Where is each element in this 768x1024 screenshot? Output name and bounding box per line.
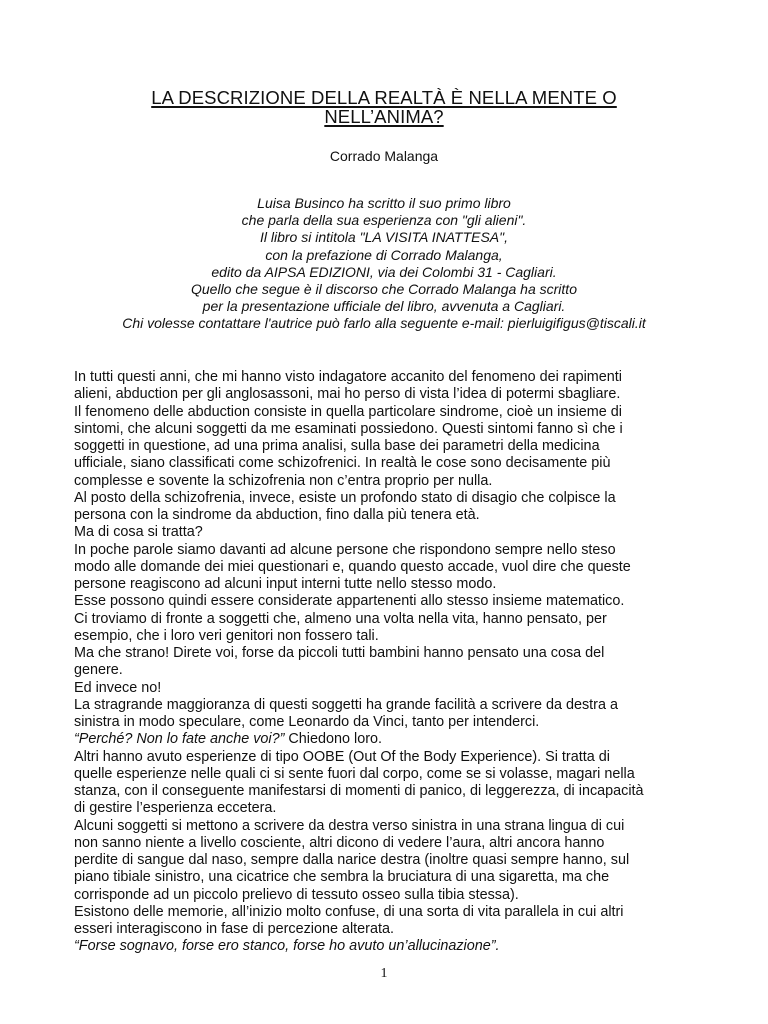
- body-line: stanza, con il conseguente manifestarsi di momenti di panico, di leggerezza, di incapacità: [74, 783, 644, 799]
- intro-line: per la presentazione ufficiale del libro, avvenuta a Cagliari.: [202, 298, 566, 315]
- body-line: genere.: [74, 662, 123, 679]
- title-line-2: NELL’ANIMA?: [324, 106, 444, 127]
- body-line: piano tibiale sinistro, una cicatrice che sembra la bruciatura di una sigaretta, ma che: [74, 869, 610, 886]
- body-line: modo alle domande dei miei questionari e, quando questo accade, vuol dire che queste: [74, 558, 631, 575]
- body-line: sinistra in modo speculare, come Leonardo da Vinci, tanto per intenderci.: [74, 714, 540, 730]
- intro-block: [40, 195, 728, 333]
- page-number: 1: [380, 966, 388, 981]
- body-line: sintomi, che alcuni soggetti da me esaminati possiedono. Questi sintomi fanno sì che i: [74, 420, 623, 437]
- intro-line: Il libro si intitola "LA VISITA INATTESA",: [259, 229, 508, 246]
- body-line: soggetti in questione, ad una prima analisi, sulla base dei parametri della medicina: [74, 438, 600, 454]
- body-line: di gestire l’esperienza eccetera.: [74, 800, 277, 817]
- body-line: perdite di sangue dal naso, sempre dalla narice destra (inoltre quasi sempre hanno, sul: [74, 852, 630, 868]
- intro-line: Luisa Businco ha scritto il suo primo libro: [257, 195, 511, 211]
- intro-line: che parla della sua esperienza con "gli alieni".: [241, 212, 527, 229]
- body-line: Ci troviamo di fronte a soggetti che, almeno una volta nella vita, hanno pensato, per: [74, 610, 607, 627]
- body-line: corrisponde ad un piccolo prelievo di tessuto osseo sulla tibia stessa).: [74, 886, 519, 903]
- body-line: persona con la sindrome da abduction, fino dalla più tenera età.: [74, 507, 480, 523]
- body-line: complesse e sovente la schizofrenia non c’entra proprio per nulla.: [74, 472, 493, 489]
- body-line: Ed invece no!: [74, 679, 162, 696]
- body-line: esseri interagiscono in fase di percezione alterata.: [74, 921, 394, 937]
- body-line: persone reagiscono ad alcuni input interni tutte nello stesso modo.: [74, 576, 497, 592]
- body-line: In tutti questi anni, che mi hanno visto indagatore accanito del fenomeno dei rapimenti: [74, 369, 622, 385]
- body-line: Altri hanno avuto esperienze di tipo OOBE (Out Of the Body Experience). Si tratta di: [74, 748, 610, 765]
- body-line: Il fenomeno delle abduction consiste in quella particolare sindrome, cioè un insieme di: [74, 403, 622, 420]
- body-line: Ma che strano! Direte voi, forse da piccoli tutti bambini hanno pensato una cosa del: [74, 645, 605, 661]
- body-line: La stragrande maggioranza di questi soggetti ha grande facilità a scrivere da destra a: [74, 696, 618, 713]
- body-line: quelle esperienze nelle quali ci si sente fuori dal corpo, come se si volasse, magari nella: [74, 765, 635, 782]
- body-line: non sanno niente a livello cosciente, altri dicono di vedere l’aura, altri ancora hanno: [74, 834, 605, 851]
- final-quote: “Forse sognavo, forse ero stanco, forse ho avuto un’allucinazione”.: [74, 938, 500, 955]
- body-line: alieni, abduction per gli anglosassoni, mai ho perso di vista l’idea di potermi sbagliare.: [74, 386, 621, 403]
- body-line: Ma di cosa si tratta?: [74, 524, 203, 541]
- body-line: esempio, che i loro veri genitori non fossero tali.: [74, 627, 379, 644]
- intro-line: con la prefazione di Corrado Malanga,: [265, 246, 503, 263]
- body-line: Al posto della schizofrenia, invece, esiste un profondo stato di disagio che colpisce la: [74, 489, 616, 506]
- intro-line: edito da AIPSA EDIZIONI, via dei Colombi 31 - Cagliari.: [211, 263, 557, 280]
- document-title: [100, 88, 668, 126]
- intro-line: Quello che segue è il discorso che Corrado Malanga ha scritto: [191, 281, 577, 298]
- quote-line: [74, 731, 734, 748]
- body-line: Esistono delle memorie, all’inizio molto confuse, di una sorta di vita parallela in cui altri: [74, 903, 624, 920]
- body-text: [74, 369, 734, 956]
- body-line: ufficiale, siano classificati come schizofrenici. In realtà le cose sono decisamente più: [74, 455, 611, 472]
- intro-line-email: Chi volesse contattare l'autrice può farlo alla seguente e-mail: pierluigifigus@tiscali.it: [122, 315, 646, 332]
- quote-italic: “Perché? Non lo fate anche voi?”: [74, 731, 285, 748]
- title-line-1: LA DESCRIZIONE DELLA REALTÀ È NELLA MENTE O: [151, 87, 617, 108]
- body-line: Esse possono quindi essere considerate appartenenti allo stesso insieme matematico.: [74, 593, 625, 610]
- quote-normal: Chiedono loro.: [284, 731, 382, 748]
- body-line: Alcuni soggetti si mettono a scrivere da destra verso sinistra in una strana lingua di cui: [74, 817, 625, 834]
- author-name: Corrado Malanga: [329, 148, 439, 164]
- body-line: In poche parole siamo davanti ad alcune persone che rispondono sempre nello steso: [74, 541, 616, 558]
